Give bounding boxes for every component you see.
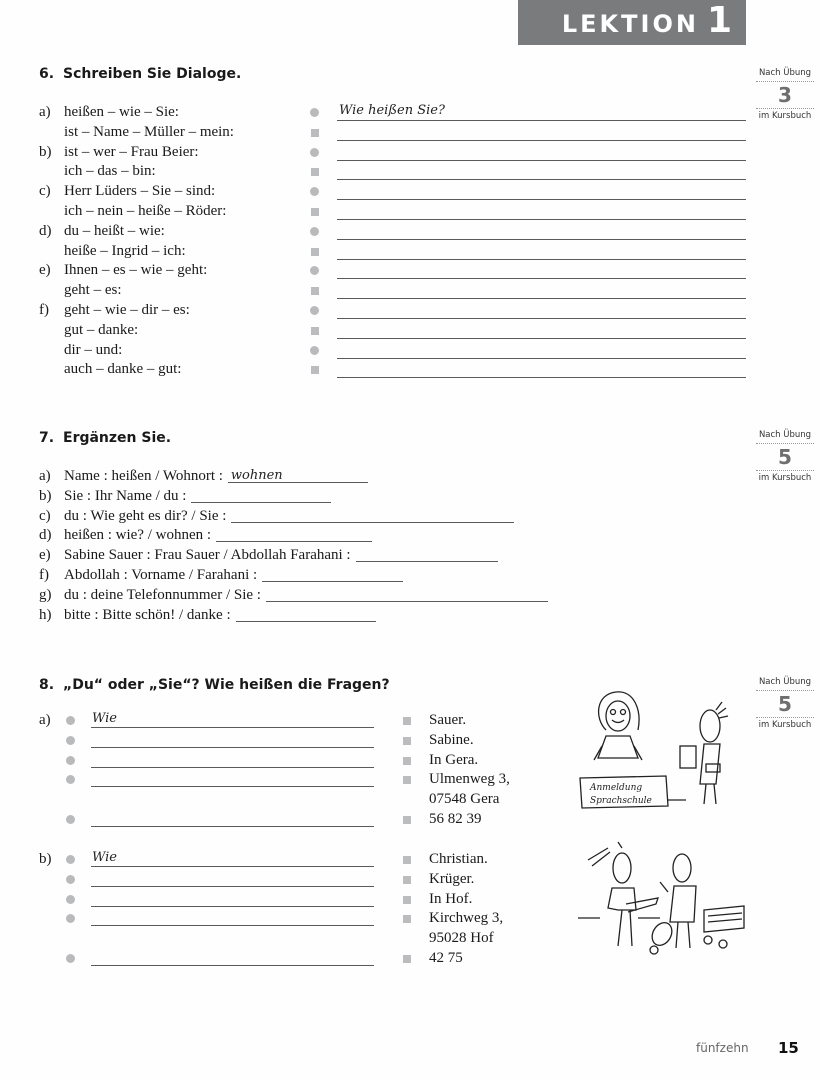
completion-prompt: Sie : Ihr Name / du : bbox=[64, 488, 187, 504]
answer-line bbox=[91, 826, 374, 827]
ref-bottom-text: im Kursbuch bbox=[758, 111, 812, 121]
item-label: c) bbox=[39, 183, 51, 199]
handwritten-answer: Wie heißen Sie? bbox=[339, 103, 445, 118]
speaker-square-icon bbox=[311, 287, 319, 295]
item-label: d) bbox=[39, 527, 52, 543]
ref-top-text: Nach Übung bbox=[758, 68, 812, 78]
completion-prompt: Name : heißen / Wohnort : bbox=[64, 468, 223, 484]
question-field[interactable] bbox=[91, 890, 374, 909]
dotted-divider bbox=[756, 443, 814, 444]
completion-row bbox=[39, 487, 331, 506]
word-prompt: ist – wer – Frau Beier: bbox=[64, 144, 199, 160]
answer-field[interactable] bbox=[356, 546, 498, 565]
answer-line bbox=[91, 886, 374, 887]
ref-bottom-text: im Kursbuch bbox=[758, 473, 812, 483]
speaker-square-icon bbox=[311, 208, 319, 216]
answer-line bbox=[337, 140, 746, 141]
answer-field[interactable] bbox=[337, 360, 746, 379]
question-field[interactable] bbox=[91, 770, 374, 789]
part-label: a) bbox=[39, 712, 51, 728]
item-label: f) bbox=[39, 567, 49, 583]
word-prompt: geht – wie – dir – es: bbox=[64, 302, 190, 318]
speaker-circle-icon bbox=[310, 108, 319, 117]
completion-row bbox=[39, 526, 372, 545]
lesson-label: LEKTION bbox=[561, 10, 699, 38]
player-2-face bbox=[673, 854, 691, 882]
speaker-circle-icon bbox=[66, 855, 75, 864]
tennis-ball bbox=[719, 940, 727, 948]
speaker-circle-icon bbox=[310, 187, 319, 196]
player-1-face bbox=[613, 853, 631, 883]
answer-line bbox=[356, 561, 498, 562]
player-1-legs bbox=[618, 910, 632, 946]
given-answer: Krüger. bbox=[429, 871, 475, 887]
speaker-square-icon bbox=[403, 816, 411, 824]
speaker-square-icon bbox=[403, 737, 411, 745]
given-answer-continuation: 07548 Gera bbox=[429, 791, 500, 807]
given-answer: In Gera. bbox=[429, 752, 479, 768]
player-2-legs bbox=[676, 922, 690, 948]
speaker-circle-icon bbox=[66, 914, 75, 923]
speaker-square-icon bbox=[311, 327, 319, 335]
answer-line bbox=[91, 786, 374, 787]
exercise-8-title bbox=[39, 677, 390, 693]
page-number: 15 bbox=[778, 1039, 799, 1057]
speaker-circle-icon bbox=[310, 346, 319, 355]
page-word: fünfzehn bbox=[696, 1041, 749, 1055]
tennis-ball bbox=[704, 936, 712, 944]
answer-line bbox=[236, 621, 376, 622]
completion-row bbox=[39, 546, 498, 565]
lesson-number: 1 bbox=[706, 0, 732, 41]
given-answer: Sauer. bbox=[429, 712, 467, 728]
answer-line bbox=[231, 522, 514, 523]
answer-field[interactable] bbox=[337, 321, 746, 340]
handwritten-answer: Wie bbox=[92, 711, 117, 726]
illustration-tennis-players bbox=[578, 838, 748, 958]
word-prompt: Ihnen – es – wie – geht: bbox=[64, 262, 208, 278]
item-label: a) bbox=[39, 468, 51, 484]
question-field[interactable] bbox=[91, 731, 374, 750]
player-1-body bbox=[608, 888, 636, 910]
speaker-square-icon bbox=[403, 776, 411, 784]
answer-line bbox=[91, 925, 374, 926]
ref-number: 3 bbox=[778, 83, 792, 107]
clipboard bbox=[680, 746, 696, 768]
sign-line-2: Sprachschule bbox=[590, 796, 652, 806]
answer-field[interactable] bbox=[337, 242, 746, 261]
answer-field[interactable] bbox=[337, 123, 746, 142]
answer-field[interactable] bbox=[337, 281, 746, 300]
answer-field[interactable] bbox=[337, 341, 746, 360]
answer-field[interactable] bbox=[337, 143, 746, 162]
item-label: e) bbox=[39, 262, 51, 278]
dotted-divider bbox=[756, 690, 814, 691]
item-label: b) bbox=[39, 488, 52, 504]
answer-field[interactable] bbox=[337, 103, 746, 122]
answer-line bbox=[337, 160, 746, 161]
woman-hair bbox=[599, 692, 639, 730]
question-field[interactable] bbox=[91, 909, 374, 928]
handwritten-answer: wohnen bbox=[230, 468, 283, 483]
answer-field[interactable] bbox=[337, 162, 746, 181]
word-prompt: ich – nein – heiße – Röder: bbox=[64, 203, 227, 219]
answer-line bbox=[337, 318, 746, 319]
word-prompt: auch – danke – gut: bbox=[64, 361, 182, 377]
handwritten-answer: Wie bbox=[92, 850, 117, 865]
woman-body bbox=[598, 736, 638, 758]
speaker-circle-icon bbox=[310, 306, 319, 315]
exercise-title-text: Ergänzen Sie. bbox=[63, 430, 172, 446]
exercise-number: 6. bbox=[39, 66, 55, 82]
item-label: c) bbox=[39, 508, 51, 524]
answer-field[interactable] bbox=[337, 182, 746, 201]
speaker-circle-icon bbox=[66, 954, 75, 963]
reference-box-ex8 bbox=[752, 677, 818, 731]
answer-line bbox=[337, 120, 746, 121]
dotted-divider bbox=[756, 108, 814, 109]
item-label: h) bbox=[39, 607, 52, 623]
speaker-circle-icon bbox=[66, 775, 75, 784]
word-prompt: Herr Lüders – Sie – sind: bbox=[64, 183, 216, 199]
completion-row bbox=[39, 586, 548, 605]
given-answer: 56 82 39 bbox=[429, 811, 482, 827]
answer-field[interactable] bbox=[231, 507, 514, 526]
answer-line bbox=[337, 298, 746, 299]
question-field[interactable] bbox=[91, 711, 374, 730]
item-label: d) bbox=[39, 223, 52, 239]
woman-smile bbox=[612, 720, 624, 723]
woman-face bbox=[606, 701, 630, 731]
completion-prompt: du : Wie geht es dir? / Sie : bbox=[64, 508, 227, 524]
completion-row bbox=[39, 507, 514, 526]
answer-line bbox=[337, 259, 746, 260]
dotted-divider bbox=[756, 717, 814, 718]
speaker-square-icon bbox=[311, 129, 319, 137]
speaker-circle-icon bbox=[66, 756, 75, 765]
answer-field[interactable] bbox=[236, 606, 376, 625]
exercise-number: 7. bbox=[39, 430, 55, 446]
word-prompt: du – heißt – wie: bbox=[64, 223, 165, 239]
given-answer: Kirchweg 3, bbox=[429, 910, 504, 926]
answer-line bbox=[337, 278, 746, 279]
answer-field[interactable] bbox=[262, 566, 403, 585]
answer-field[interactable] bbox=[266, 586, 548, 605]
answer-field[interactable] bbox=[337, 301, 746, 320]
word-prompt: dir – und: bbox=[64, 342, 123, 358]
question-field[interactable] bbox=[91, 870, 374, 889]
given-answer-continuation: 95028 Hof bbox=[429, 930, 494, 946]
answer-line bbox=[337, 338, 746, 339]
question-field[interactable] bbox=[91, 949, 374, 968]
completion-row bbox=[39, 606, 376, 625]
given-answer: 42 75 bbox=[429, 950, 463, 966]
word-prompt: gut – danke: bbox=[64, 322, 139, 338]
woman-glasses-left bbox=[611, 710, 616, 715]
completion-row bbox=[39, 467, 368, 486]
completion-prompt: heißen : wie? / wohnen : bbox=[64, 527, 212, 543]
given-answer: Sabine. bbox=[429, 732, 474, 748]
exercise-number: 8. bbox=[39, 677, 55, 693]
dotted-divider bbox=[756, 470, 814, 471]
answer-line bbox=[337, 239, 746, 240]
speaker-circle-icon bbox=[66, 815, 75, 824]
speaker-square-icon bbox=[403, 876, 411, 884]
exercise-6-title bbox=[39, 66, 241, 82]
sign-line-1: Anmeldung bbox=[590, 783, 643, 793]
given-answer: Ulmenweg 3, bbox=[429, 771, 510, 787]
answer-line bbox=[216, 541, 372, 542]
item-label: f) bbox=[39, 302, 49, 318]
word-prompt: heiße – Ingrid – ich: bbox=[64, 243, 186, 259]
answer-field[interactable] bbox=[228, 467, 368, 486]
speaker-square-icon bbox=[403, 717, 411, 725]
reference-box-ex7 bbox=[752, 430, 818, 484]
word-prompt: ist – Name – Müller – mein: bbox=[64, 124, 234, 140]
word-prompt: geht – es: bbox=[64, 282, 122, 298]
answer-field[interactable] bbox=[337, 202, 746, 221]
answer-line bbox=[191, 502, 331, 503]
item-label: b) bbox=[39, 144, 52, 160]
answer-line bbox=[337, 377, 746, 378]
player-2-arm bbox=[660, 882, 668, 892]
speaker-circle-icon bbox=[310, 266, 319, 275]
given-answer: Christian. bbox=[429, 851, 488, 867]
woman-glasses-right bbox=[621, 710, 626, 715]
reference-box-ex6 bbox=[752, 68, 818, 122]
answer-line bbox=[337, 199, 746, 200]
answer-line bbox=[91, 767, 374, 768]
tennis-racket bbox=[648, 919, 676, 949]
answer-field[interactable] bbox=[216, 526, 372, 545]
answer-line bbox=[337, 219, 746, 220]
answer-line bbox=[91, 747, 374, 748]
question-field[interactable] bbox=[91, 751, 374, 770]
speaker-square-icon bbox=[403, 856, 411, 864]
tennis-ball bbox=[650, 946, 658, 954]
illustration-registration-desk bbox=[576, 688, 746, 810]
speaker-circle-icon bbox=[66, 895, 75, 904]
question-field[interactable] bbox=[91, 810, 374, 829]
exercise-title-text: Schreiben Sie Dialoge. bbox=[63, 66, 242, 82]
exercise-7-title bbox=[39, 430, 171, 446]
ref-top-text: Nach Übung bbox=[758, 430, 812, 440]
question-field[interactable] bbox=[91, 850, 374, 869]
answer-line bbox=[337, 179, 746, 180]
answer-line bbox=[262, 581, 403, 582]
completion-prompt: bitte : Bitte schön! / danke : bbox=[64, 607, 231, 623]
speaker-square-icon bbox=[311, 366, 319, 374]
speaker-square-icon bbox=[403, 955, 411, 963]
speaker-circle-icon bbox=[66, 716, 75, 725]
item-label: e) bbox=[39, 547, 51, 563]
tennis-net-mesh bbox=[708, 913, 742, 922]
answer-line bbox=[91, 965, 374, 966]
word-prompt: heißen – wie – Sie: bbox=[64, 104, 179, 120]
lesson-banner bbox=[518, 0, 746, 45]
ref-bottom-text: im Kursbuch bbox=[758, 720, 812, 730]
dotted-divider bbox=[756, 81, 814, 82]
word-prompt: ich – das – bin: bbox=[64, 163, 156, 179]
item-label: g) bbox=[39, 587, 52, 603]
answer-line bbox=[91, 906, 374, 907]
item-label: a) bbox=[39, 104, 51, 120]
speaker-square-icon bbox=[403, 757, 411, 765]
exercise-title-text: „Du“ oder „Sie“? Wie heißen die Fragen? bbox=[63, 677, 390, 693]
speaker-circle-icon bbox=[66, 875, 75, 884]
man-face bbox=[700, 710, 720, 742]
speaker-circle-icon bbox=[310, 227, 319, 236]
completion-prompt: Sabine Sauer : Frau Sauer / Abdollah Farahani : bbox=[64, 547, 351, 563]
answer-line bbox=[337, 358, 746, 359]
part-label: b) bbox=[39, 851, 52, 867]
speaker-square-icon bbox=[311, 168, 319, 176]
completion-prompt: du : deine Telefonnummer / Sie : bbox=[64, 587, 261, 603]
completion-row bbox=[39, 566, 403, 585]
ref-number: 5 bbox=[778, 692, 792, 716]
man-legs bbox=[704, 784, 716, 804]
ref-number: 5 bbox=[778, 445, 792, 469]
speaker-square-icon bbox=[403, 915, 411, 923]
answer-line bbox=[266, 601, 548, 602]
player-2-body bbox=[670, 886, 696, 922]
speaker-circle-icon bbox=[66, 736, 75, 745]
answer-field[interactable] bbox=[337, 222, 746, 241]
given-answer: In Hof. bbox=[429, 891, 473, 907]
motion-lines bbox=[588, 842, 622, 866]
speaker-circle-icon bbox=[310, 148, 319, 157]
speaker-square-icon bbox=[403, 896, 411, 904]
speaker-square-icon bbox=[311, 248, 319, 256]
answer-line bbox=[91, 727, 374, 728]
answer-field[interactable] bbox=[337, 261, 746, 280]
completion-prompt: Abdollah : Vorname / Farahani : bbox=[64, 567, 258, 583]
answer-field[interactable] bbox=[191, 487, 331, 506]
ref-top-text: Nach Übung bbox=[758, 677, 812, 687]
answer-line bbox=[91, 866, 374, 867]
